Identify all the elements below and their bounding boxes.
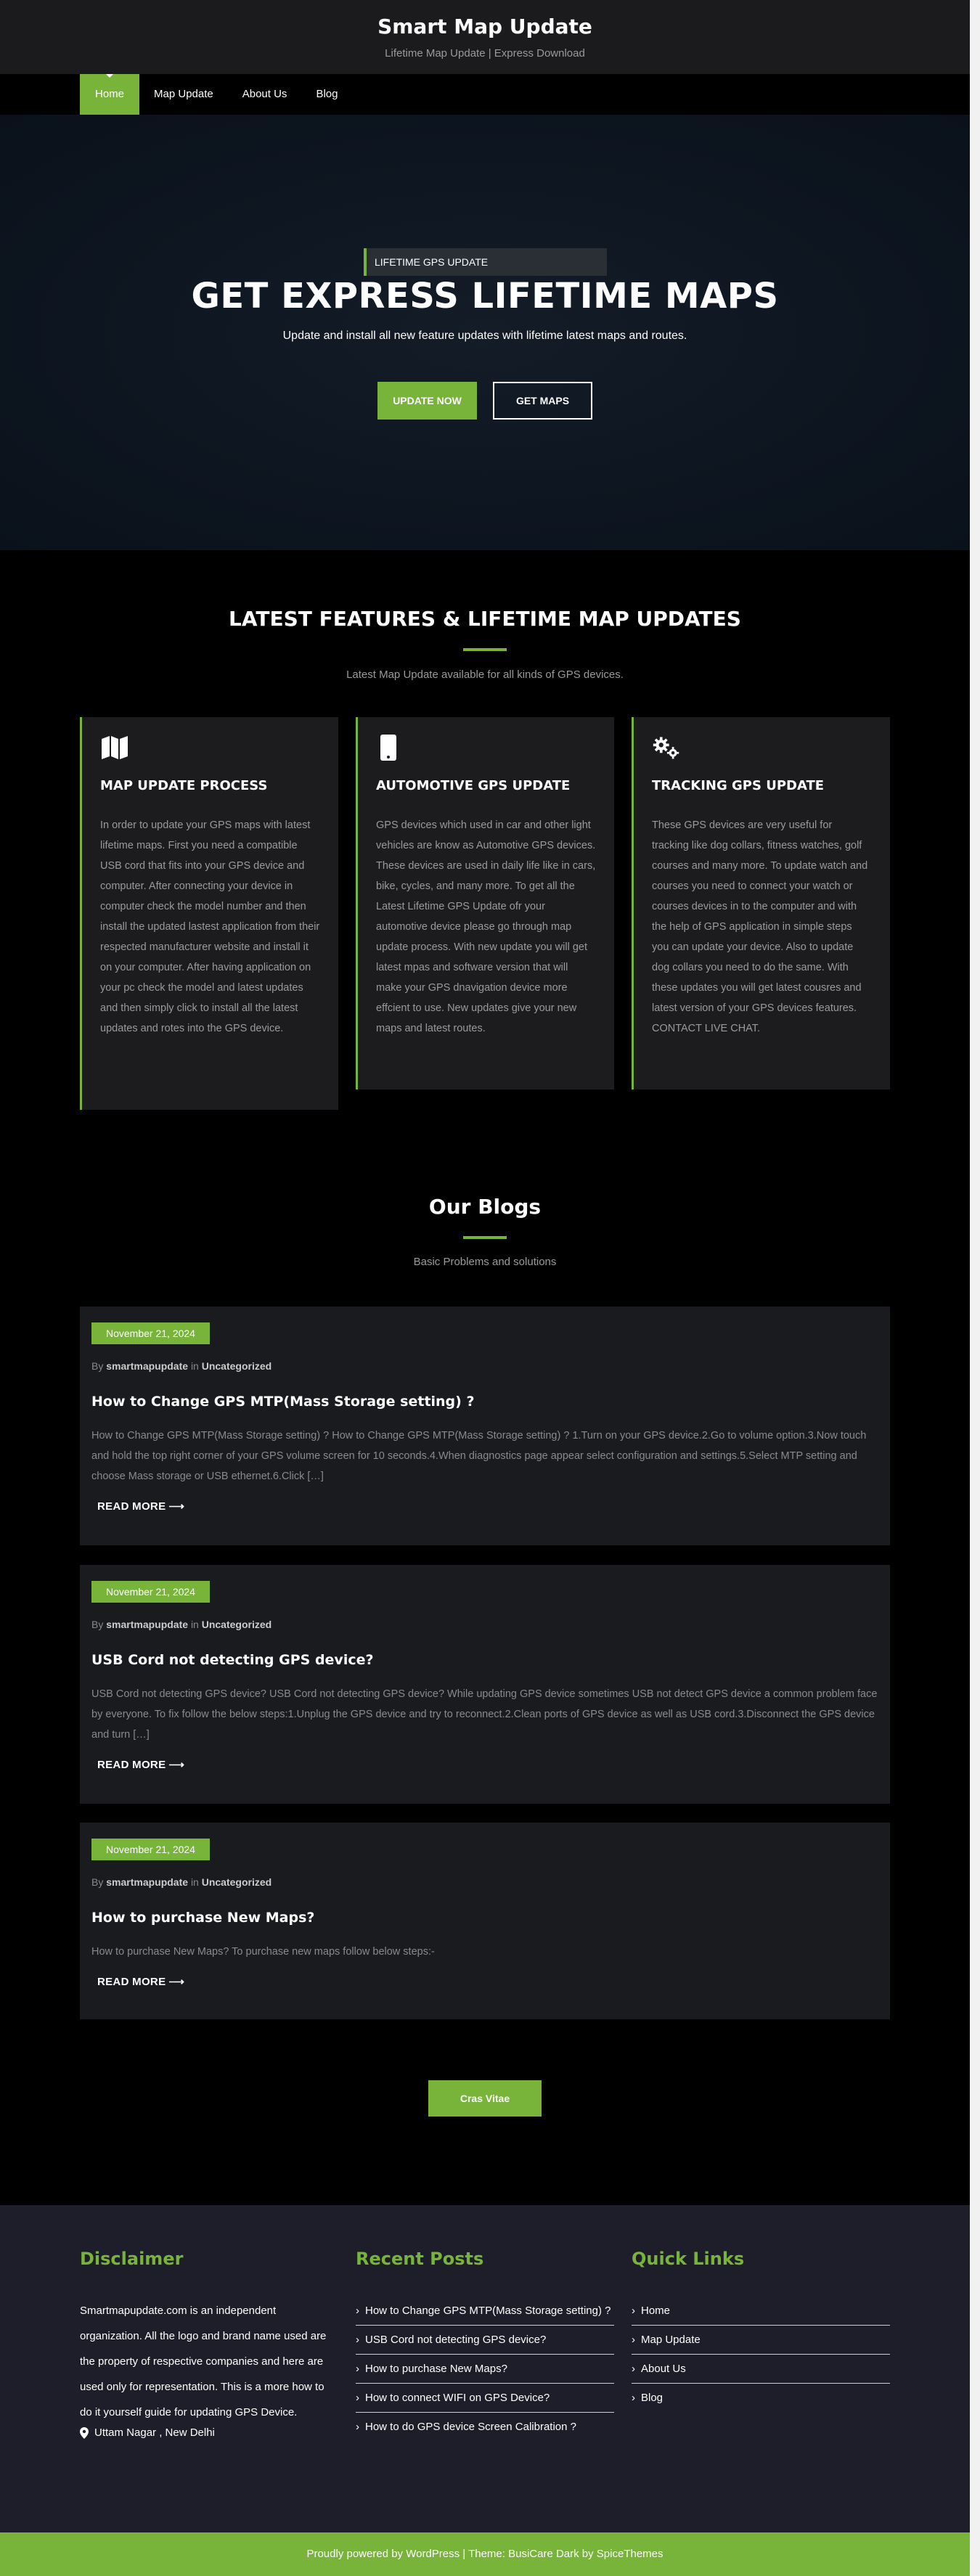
post-by-label: By	[91, 1619, 104, 1630]
arrow-right-icon: ⟶	[168, 1976, 185, 1988]
chevron-right-icon: ›	[632, 2392, 635, 2404]
recent-post-label: How to do GPS device Screen Calibration ?	[365, 2421, 576, 2433]
hero-subtitle: Update and install all new feature updates with lifetime latest maps and routes.	[282, 330, 687, 342]
post-date[interactable]: November 21, 2024	[91, 1581, 210, 1603]
chevron-right-icon: ›	[356, 2334, 359, 2346]
post-by-label: By	[91, 1876, 104, 1888]
blog-post	[80, 1823, 890, 2019]
arrow-right-icon: ⟶	[168, 1500, 185, 1513]
features-subtitle: Latest Map Update available for all kinds of GPS devices.	[346, 668, 624, 681]
feature-card-title: AUTOMOTIVE GPS UPDATE	[376, 778, 571, 793]
read-more-label: READ MORE	[97, 1759, 166, 1771]
quick-link-map-update[interactable]	[632, 2326, 890, 2355]
post-meta	[91, 1876, 878, 1888]
read-more-link[interactable]	[94, 1975, 184, 1988]
read-more-link[interactable]	[94, 1758, 184, 1771]
recent-post-label: How to connect WIFI on GPS Device?	[365, 2392, 550, 2404]
post-category[interactable]: Uncategorized	[201, 1876, 272, 1888]
read-more-link[interactable]	[94, 1500, 184, 1513]
post-in-label: in	[190, 1876, 199, 1888]
feature-card-title: TRACKING GPS UPDATE	[652, 778, 825, 793]
quick-links-list	[632, 2297, 890, 2412]
map-icon	[100, 735, 129, 761]
recent-post-link[interactable]	[356, 2326, 614, 2355]
feature-card-text: In order to update your GPS maps with latest lifetime maps. First you need a compatible USB cord that fits into your GPS device and computer. After connecting your device in computer check the model number and then install the updated lastest application from their respected manufacturer website and install it on your computer. After having application on your pc check the model and latest updates and then simply click to install all the latest updates and rotes into the GPS device.	[100, 819, 320, 1034]
recent-post-link[interactable]	[356, 2384, 614, 2413]
post-in-label: in	[190, 1360, 199, 1372]
recent-post-link[interactable]	[356, 2297, 614, 2326]
get-maps-button[interactable]: GET MAPS	[493, 382, 592, 420]
site-header	[0, 0, 970, 74]
site-footer	[0, 2205, 970, 2540]
post-category[interactable]: Uncategorized	[201, 1360, 272, 1372]
mobile-icon	[376, 735, 405, 761]
footer-credit: Proudly powered by WordPress | Theme: BusiCare Dark by SpiceThemes	[0, 2532, 970, 2576]
recent-post-label: USB Cord not detecting GPS device?	[365, 2334, 547, 2346]
blogs-section	[0, 1157, 970, 2205]
quick-link-blog[interactable]	[632, 2384, 890, 2412]
blogs-title: Our Blogs	[428, 1195, 542, 1219]
chevron-right-icon: ›	[632, 2334, 635, 2346]
post-excerpt: How to purchase New Maps? To purchase new maps follow below steps:-	[91, 1946, 435, 1958]
post-title[interactable]: How to Change GPS MTP(Mass Storage setting) ?	[91, 1394, 475, 1410]
footer-disclaimer-title: Disclaimer	[80, 2249, 184, 2269]
post-author[interactable]: smartmapupdate	[106, 1876, 189, 1888]
blog-post	[80, 1307, 890, 1545]
blogs-title-divider	[463, 1236, 507, 1239]
recent-posts-list	[356, 2297, 614, 2441]
location-pin-icon	[80, 2427, 89, 2439]
read-more-label: READ MORE	[97, 1500, 166, 1513]
features-title: LATEST FEATURES & LIFETIME MAP UPDATES	[229, 607, 741, 631]
nav-item-about-us[interactable]: About Us	[242, 88, 287, 100]
post-by-label: By	[91, 1360, 104, 1372]
footer-quick-links	[632, 2249, 890, 2412]
post-category[interactable]: Uncategorized	[201, 1619, 272, 1630]
site-title[interactable]: Smart Map Update	[377, 15, 592, 38]
quick-link-home[interactable]	[632, 2297, 890, 2326]
hero-section	[0, 115, 970, 550]
feature-card-tracking	[632, 717, 890, 1089]
footer-disclaimer-text: Smartmapupdate.com is an independent organization. All the logo and brand name used are the property of respective companies and here are used only for representation. This is a more how to do it yourself guide for updating GPS Device.	[80, 2305, 327, 2418]
footer-location-text: Uttam Nagar , New Delhi	[94, 2426, 215, 2439]
post-title[interactable]: USB Cord not detecting GPS device?	[91, 1652, 374, 1668]
footer-recent-posts	[356, 2249, 614, 2441]
post-in-label: in	[190, 1619, 199, 1630]
site-tagline: Lifetime Map Update | Express Download	[385, 47, 585, 60]
nav-item-blog[interactable]: Blog	[316, 88, 338, 100]
quick-link-label: Blog	[641, 2392, 663, 2404]
read-more-label: READ MORE	[97, 1976, 166, 1988]
pagination-button[interactable]: Cras Vitae	[428, 2080, 542, 2117]
recent-post-link[interactable]	[356, 2413, 614, 2441]
quick-link-label: About Us	[641, 2363, 686, 2375]
footer-disclaimer	[80, 2249, 338, 2439]
feature-card-text: GPS devices which used in car and other light vehicles are know as Automotive GPS devices. These devices are used in daily life like in cars, bike, cycles, and many more. To get all the Latest Lifetime GPS Update ofr your automotive device please go through map update process. With new update you will get latest mpas and software version that will make your GPS dnavigation device more effcient to use. New updates give your new maps and latest routes.	[376, 819, 596, 1034]
quick-link-label: Map Update	[641, 2334, 701, 2346]
gears-icon	[652, 735, 681, 761]
post-meta	[91, 1360, 878, 1372]
features-title-divider	[463, 648, 507, 651]
footer-location	[80, 2426, 338, 2439]
chevron-right-icon: ›	[632, 2363, 635, 2375]
post-author[interactable]: smartmapupdate	[106, 1360, 189, 1372]
update-now-button[interactable]: UPDATE NOW	[377, 382, 477, 420]
chevron-right-icon: ›	[356, 2392, 359, 2404]
post-excerpt: USB Cord not detecting GPS device? USB Cord not detecting GPS device? While updating GPS device sometimes USB not detect GPS device a common problem face by everyone. To fix follow the below steps:1.Unplug the GPS device and try to reconnect.2.Clean ports of GPS device as well as USB cord.3.Disconnect the GPS device and turn […]	[91, 1688, 878, 1741]
page-scrollbar[interactable]	[970, 0, 980, 2576]
hero-tag: LIFETIME GPS UPDATE	[364, 248, 607, 276]
post-date[interactable]: November 21, 2024	[91, 1839, 210, 1860]
quick-link-label: Home	[641, 2305, 671, 2317]
feature-card-map-update	[80, 717, 338, 1110]
blogs-subtitle: Basic Problems and solutions	[413, 1256, 557, 1268]
feature-card-title: MAP UPDATE PROCESS	[100, 778, 268, 793]
chevron-right-icon: ›	[632, 2305, 635, 2317]
hero-title: GET EXPRESS LIFETIME MAPS	[191, 276, 779, 316]
feature-card-automotive	[356, 717, 614, 1089]
chevron-right-icon: ›	[356, 2363, 359, 2375]
chevron-right-icon: ›	[356, 2421, 359, 2433]
recent-post-label: How to Change GPS MTP(Mass Storage setting) ?	[365, 2305, 611, 2317]
arrow-right-icon: ⟶	[168, 1759, 185, 1771]
nav-item-map-update[interactable]: Map Update	[154, 88, 213, 100]
chevron-right-icon: ›	[356, 2305, 359, 2317]
recent-post-link[interactable]	[356, 2355, 614, 2384]
features-section	[0, 550, 970, 1157]
footer-recent-posts-title: Recent Posts	[356, 2249, 484, 2269]
footer-quick-links-title: Quick Links	[632, 2249, 745, 2269]
nav-item-home[interactable]: Home	[80, 74, 139, 115]
post-title[interactable]: How to purchase New Maps?	[91, 1910, 315, 1926]
main-navbar	[0, 74, 970, 115]
post-date[interactable]: November 21, 2024	[91, 1322, 210, 1344]
post-excerpt: How to Change GPS MTP(Mass Storage setting) ? How to Change GPS MTP(Mass Storage setting) ? 1.Turn on your GPS device.2.Go to volume option.3.Now touch and hold the top right corner of your GPS volume screen for 10 seconds.4.When diagnostics page appear select configuration and settings.5.Select MTP setting and choose Mass storage or USB ethernet.6.Click […]	[91, 1430, 867, 1482]
post-meta	[91, 1619, 878, 1630]
recent-post-label: How to purchase New Maps?	[365, 2363, 507, 2375]
blog-post	[80, 1565, 890, 1804]
quick-link-about-us[interactable]	[632, 2355, 890, 2384]
feature-card-text: These GPS devices are very useful for tracking like dog collars, fitness watches, golf courses and many more. To update watch and courses you need to connect your watch or courses devices in to the computer and with the help of GPS application in simple steps you can update your device. Also to update dog collars you need to do the same. With these updates you will get latest cousres and latest version of your GPS devices features. CONTACT LIVE CHAT.	[652, 819, 868, 1034]
post-author[interactable]: smartmapupdate	[106, 1619, 189, 1630]
